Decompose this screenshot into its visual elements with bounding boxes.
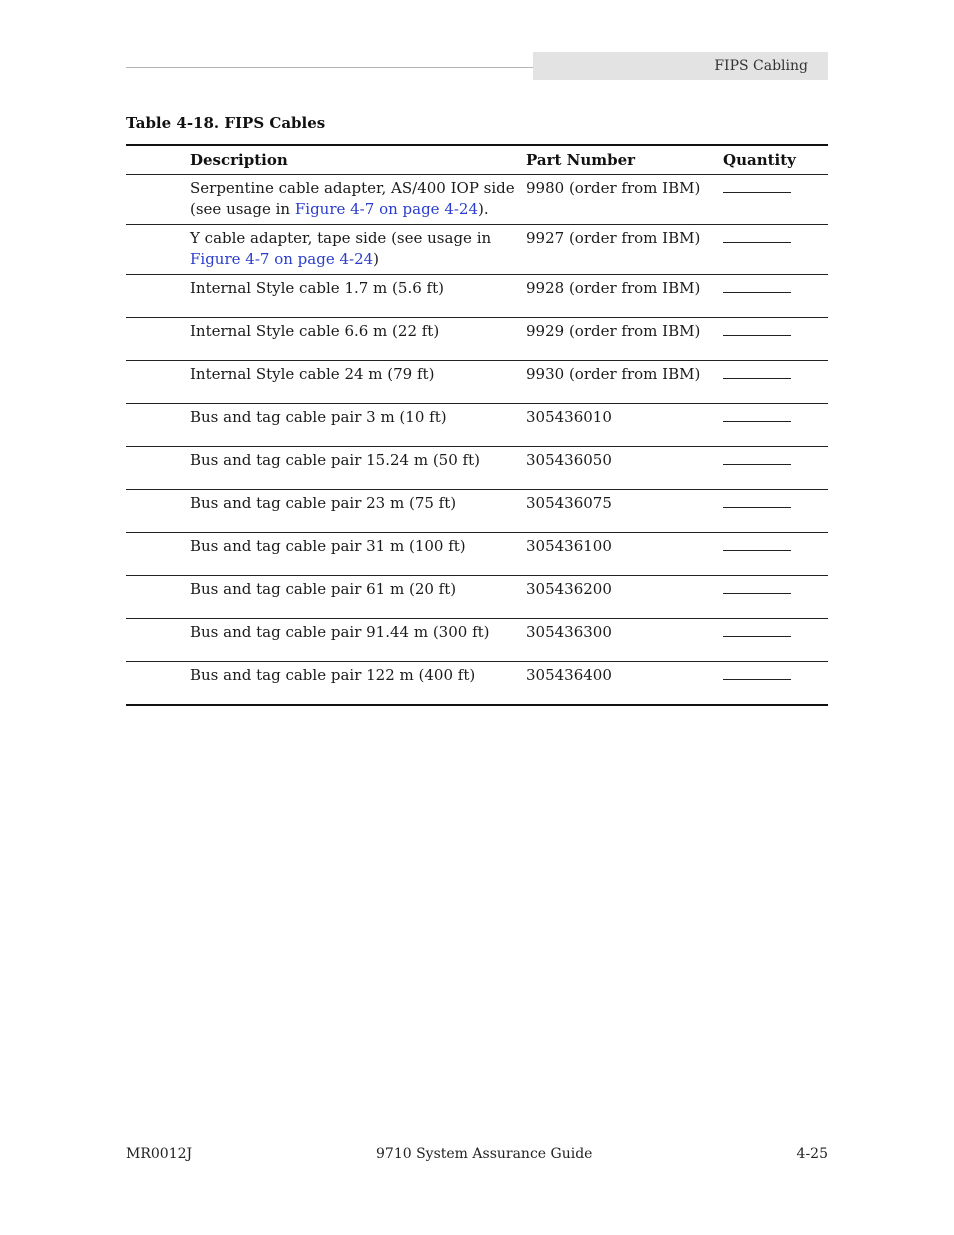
cell-description: Y cable adapter, tape side (see usage in Figure 4-7 on page 4-24) (190, 229, 492, 268)
quantity-blank (723, 450, 791, 465)
cell-description: Internal Style cable 1.7 m (5.6 ft) (190, 279, 444, 297)
table-row (126, 447, 828, 490)
cell-part-number: 9928 (order from IBM) (526, 279, 701, 297)
cell-quantity (723, 533, 828, 576)
cell-part-number: 9927 (order from IBM) (526, 229, 701, 247)
cell-part-number: 9980 (order from IBM) (526, 179, 701, 197)
cell-part-number: 9930 (order from IBM) (526, 365, 701, 383)
cell-description: Bus and tag cable pair 91.44 m (300 ft) (190, 623, 490, 641)
quantity-blank (723, 493, 791, 508)
fips-cables-table (126, 144, 828, 706)
cell-quantity (723, 318, 828, 361)
cell-part-number: 305436100 (526, 537, 612, 555)
cell-description: Bus and tag cable pair 122 m (400 ft) (190, 666, 476, 684)
cell-quantity (723, 404, 828, 447)
quantity-blank (723, 407, 791, 422)
cell-description: Bus and tag cable pair 3 m (10 ft) (190, 408, 447, 426)
cell-description: Internal Style cable 24 m (79 ft) (190, 365, 435, 383)
table-row (126, 175, 828, 225)
footer-doc-id: MR0012J (126, 1146, 193, 1162)
table-row (126, 318, 828, 361)
table-row (126, 275, 828, 318)
cell-quantity (723, 490, 828, 533)
column-header-description: Description (190, 151, 288, 169)
table-row (126, 576, 828, 619)
cell-part-number: 305436200 (526, 580, 612, 598)
quantity-blank (723, 228, 791, 243)
table-row (126, 490, 828, 533)
header-spacer (126, 145, 190, 175)
quantity-blank (723, 665, 791, 680)
cell-quantity (723, 175, 828, 225)
header-rule (126, 67, 534, 68)
table-row (126, 662, 828, 706)
quantity-blank (723, 579, 791, 594)
running-header-section: FIPS Cabling (533, 52, 828, 80)
quantity-blank (723, 622, 791, 637)
table-title: Table 4-18. FIPS Cables (126, 114, 326, 132)
cell-part-number: 305436300 (526, 623, 612, 641)
cell-quantity (723, 619, 828, 662)
column-header-part-number: Part Number (526, 151, 636, 169)
cell-description: Bus and tag cable pair 15.24 m (50 ft) (190, 451, 480, 469)
quantity-blank (723, 364, 791, 379)
cell-quantity (723, 662, 828, 706)
column-header-quantity: Quantity (723, 151, 796, 169)
cell-description: Bus and tag cable pair 31 m (100 ft) (190, 537, 466, 555)
cell-part-number: 305436050 (526, 451, 612, 469)
table-row (126, 361, 828, 404)
cell-description: Internal Style cable 6.6 m (22 ft) (190, 322, 440, 340)
figure-link[interactable]: Figure 4-7 on page 4-24 (294, 200, 479, 218)
cell-quantity (723, 275, 828, 318)
table-header-row (126, 145, 828, 175)
table-row (126, 404, 828, 447)
quantity-blank (723, 321, 791, 336)
cell-quantity (723, 225, 828, 275)
cell-part-number: 305436075 (526, 494, 612, 512)
table-row (126, 533, 828, 576)
cell-description: Bus and tag cable pair 23 m (75 ft) (190, 494, 457, 512)
cell-part-number: 305436010 (526, 408, 612, 426)
table-row (126, 225, 828, 275)
footer-doc-title: 9710 System Assurance Guide (376, 1146, 593, 1162)
cell-part-number: 305436400 (526, 666, 612, 684)
quantity-blank (723, 536, 791, 551)
footer-page-number: 4-25 (796, 1146, 828, 1162)
quantity-blank (723, 178, 791, 193)
table-row (126, 619, 828, 662)
cell-description: Bus and tag cable pair 61 m (20 ft) (190, 580, 457, 598)
table (126, 144, 828, 706)
cell-description: Serpentine cable adapter, AS/400 IOP side (see usage in Figure 4-7 on page 4-24). (190, 179, 515, 218)
cell-quantity (723, 447, 828, 490)
quantity-blank (723, 278, 791, 293)
figure-link[interactable]: Figure 4-7 on page 4-24 (190, 250, 374, 268)
cell-part-number: 9929 (order from IBM) (526, 322, 701, 340)
cell-quantity (723, 361, 828, 404)
cell-quantity (723, 576, 828, 619)
